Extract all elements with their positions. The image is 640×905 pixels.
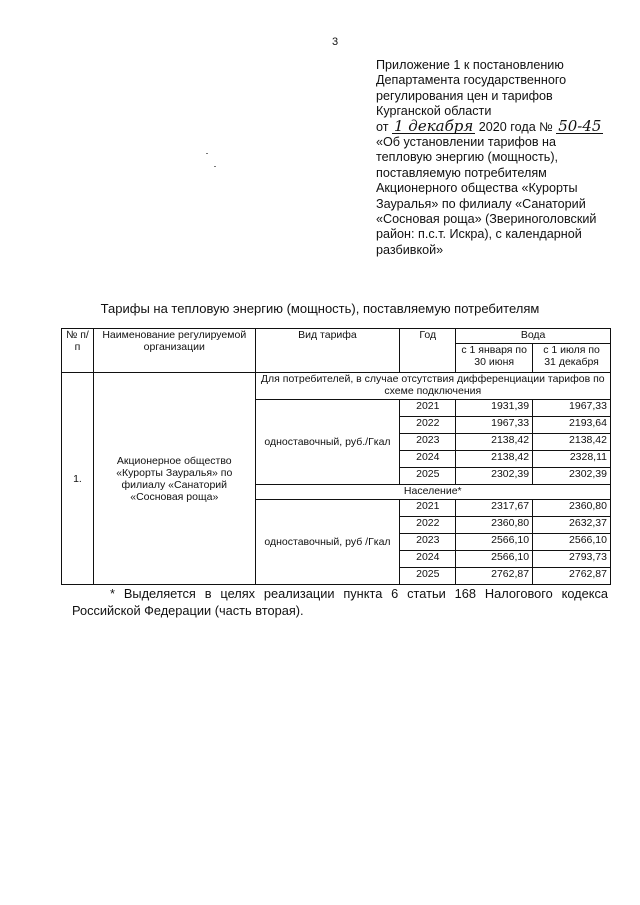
subject-line: «Об установлении тарифов на: [376, 135, 557, 150]
subject-line: разбивкой»: [376, 242, 444, 257]
tariff-value: 2138,42: [456, 434, 533, 451]
appendix-date-line: [376, 116, 626, 135]
handwritten-number: 50-45: [558, 116, 602, 135]
tariff-value: 1967,33: [456, 417, 533, 434]
tariff-value: 2762,87: [533, 568, 611, 585]
tariff-value: 2566,10: [456, 551, 533, 568]
header-org: Наименование регулируемой организации: [93, 329, 255, 373]
year-cell: 2025: [400, 468, 456, 485]
tariff-value: 1931,39: [456, 400, 533, 417]
tariff-value: 2138,42: [456, 451, 533, 468]
year-cell: 2023: [400, 534, 456, 551]
tariff-value: 2793,73: [533, 551, 611, 568]
subject-line: поставляемую потребителям: [376, 165, 547, 180]
tariff-value: 2138,42: [533, 434, 611, 451]
year-cell: 2022: [400, 517, 456, 534]
table-header-row: [62, 329, 611, 344]
header-tariff-type: Вид тарифа: [255, 329, 400, 373]
scan-speck: [214, 166, 216, 167]
scan-speck: [206, 153, 208, 154]
tariff-type: одноставочный, руб /Гкал: [255, 500, 400, 585]
tariff-value: 2360,80: [456, 517, 533, 534]
subject-line: Зауралья» по филиалу «Санаторий: [376, 196, 586, 211]
row-number: 1.: [62, 373, 94, 585]
header-water: Вода: [456, 329, 611, 344]
year-cell: 2021: [400, 500, 456, 517]
subject-line: тепловую энергию (мощность),: [376, 150, 559, 165]
footnote: * Выделяется в целях реализации пункта 6 статьи 168 Налогового кодекса Российской Федерации (часть вторая).: [72, 586, 608, 618]
tariff-value: 2762,87: [456, 568, 533, 585]
tariff-value: 2193,64: [533, 417, 611, 434]
appendix-line: Приложение 1 к постановлению: [376, 58, 564, 72]
tariff-type: одноставочный, руб./Гкал: [255, 400, 400, 485]
subject-line: район: п.с.т. Искра), с календарной: [376, 227, 582, 242]
date-prefix: от: [376, 119, 389, 134]
document-title: Тарифы на тепловую энергию (мощность), поставляемую потребителям: [100, 301, 540, 316]
appendix-line: Курганской области: [376, 104, 492, 119]
tariff-value: 2302,39: [533, 468, 611, 485]
subject-line: Акционерного общества «Курорты: [376, 181, 578, 196]
tariff-value: 2328,11: [533, 451, 611, 468]
page-number: 3: [332, 36, 339, 48]
header-period-2: с 1 июля по 31 декабря: [533, 344, 611, 373]
tariff-value: 2360,80: [533, 500, 611, 517]
subject-line: «Сосновая роща» (Звериноголовский: [376, 212, 597, 227]
organization-name: Акционерное общество «Курорты Зауралья» по филиалу «Санаторий «Сосновая роща»: [93, 373, 255, 585]
header-year: Год: [400, 329, 456, 373]
year-cell: 2024: [400, 551, 456, 568]
tariff-value: 1967,33: [533, 400, 611, 417]
year-cell: 2022: [400, 417, 456, 434]
date-year: 2020 года №: [478, 119, 553, 134]
tariff-table: [61, 328, 611, 585]
group-label: Население*: [255, 485, 610, 500]
tariff-value: 2302,39: [456, 468, 533, 485]
appendix-line: регулирования цен и тарифов: [376, 88, 553, 103]
header-num: № п/п: [62, 329, 94, 373]
year-cell: 2023: [400, 434, 456, 451]
header-period-1: с 1 января по 30 июня: [456, 344, 533, 373]
year-cell: 2025: [400, 568, 456, 585]
tariff-value: 2566,10: [533, 534, 611, 551]
tariff-value: 2317,67: [456, 500, 533, 517]
appendix-block: [376, 58, 626, 258]
appendix-line: Департамента государственного: [376, 73, 567, 88]
tariff-value: 2566,10: [456, 534, 533, 551]
year-cell: 2021: [400, 400, 456, 417]
group-label: Для потребителей, в случае отсутствия дифференциации тарифов по схеме подключения: [255, 373, 610, 400]
handwritten-date: 1 декабря: [394, 116, 474, 135]
year-cell: 2024: [400, 451, 456, 468]
tariff-value: 2632,37: [533, 517, 611, 534]
table-row: [62, 373, 611, 400]
